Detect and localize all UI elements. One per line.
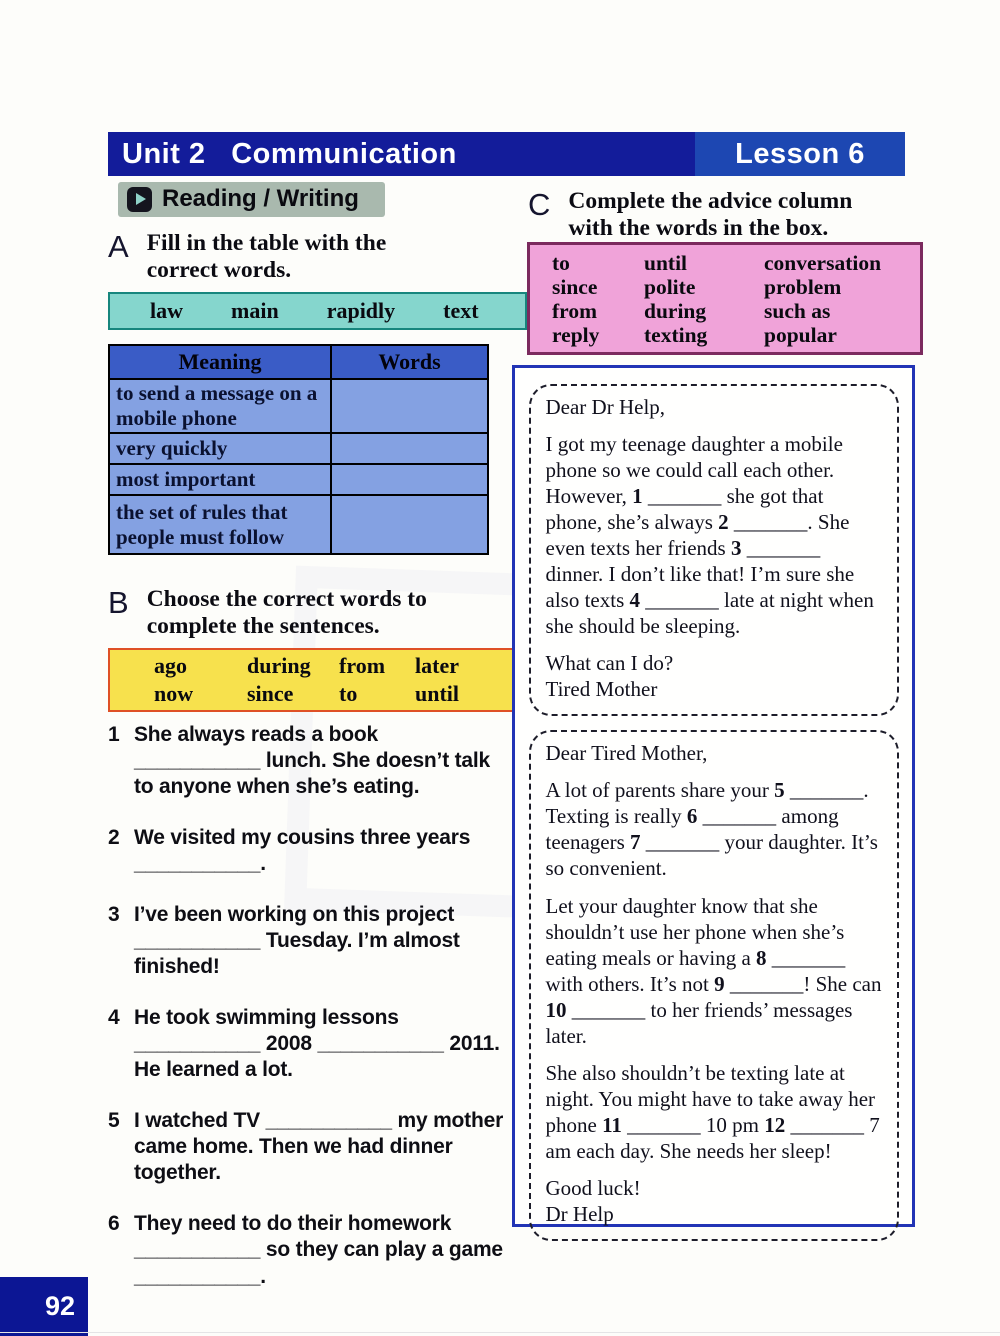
exercise-item — [108, 825, 504, 877]
meaning-words-table — [108, 344, 489, 555]
answer-cell[interactable] — [331, 433, 488, 464]
word-box-row — [154, 653, 529, 679]
section-a-letter: A — [108, 229, 129, 264]
play-icon — [127, 187, 152, 212]
item-sentence[interactable]: I watched TV ___________ my mother came home. Then we had dinner together. — [134, 1109, 504, 1185]
section-b-word-box — [108, 648, 531, 712]
word-option: to — [339, 681, 358, 706]
item-sentence[interactable]: I’ve been working on this project ___________ Tuesday. I’m almost finished! — [134, 903, 460, 979]
word-option: text — [443, 298, 479, 323]
meaning-cell: very quickly — [109, 433, 331, 464]
section-a-header — [108, 230, 438, 284]
letter-paragraph[interactable]: Let your daughter know that she shouldn’t use her phone when she’s eating meals or having a 8 _______ with others. It’s not 9 _______! She can 10 _______ to her friends’ messages later. — [545, 893, 882, 1048]
section-a-heading: Fill in the table with the correct words. — [146, 230, 387, 284]
reading-writing-badge — [118, 182, 385, 217]
exercise-item — [108, 902, 504, 980]
item-sentence[interactable]: She always reads a book ___________ lunch. She doesn’t talk to anyone when she’s eating. — [134, 723, 491, 799]
section-b-letter: B — [108, 585, 129, 620]
item-number: 2 — [108, 826, 120, 850]
section-c-heading: Complete the advice column with the words in the box. — [568, 188, 853, 242]
word-option: until — [415, 681, 460, 706]
word-option: polite — [644, 274, 696, 299]
word-option: rapidly — [326, 298, 396, 323]
word-option: now — [154, 681, 194, 706]
word-option: later — [415, 653, 459, 678]
table-row — [109, 433, 488, 464]
unit-header-bar — [108, 132, 905, 176]
letter-closing: What can I do? Tired Mother — [545, 651, 674, 702]
lesson-badge: Lesson 6 — [695, 132, 905, 176]
advice-column-panel — [512, 365, 915, 1227]
letter-paragraph[interactable]: A lot of parents share your 5 _______. Texting is really 6 _______ among teenagers 7 _______ your daughter. It’s so convenient. — [545, 778, 878, 881]
word-box-row — [154, 681, 529, 707]
section-b-header — [108, 586, 500, 640]
item-number: 3 — [108, 903, 120, 927]
table-header-row — [109, 345, 488, 379]
item-number: 1 — [108, 723, 120, 746]
word-option: during — [247, 653, 311, 678]
column-header-words: Words — [331, 345, 488, 379]
exercise-item — [108, 1005, 504, 1083]
exercise-item — [108, 1211, 504, 1289]
word-option: until — [644, 250, 688, 275]
page-number: 92 — [44, 1291, 75, 1321]
word-box-column — [644, 251, 764, 347]
meaning-cell: the set of rules that people must follow — [109, 495, 331, 554]
section-c-letter: C — [528, 187, 551, 222]
page-number-block — [0, 1277, 88, 1336]
word-option: law — [150, 298, 183, 323]
word-option: from — [339, 653, 386, 678]
bottom-rule — [0, 1332, 1000, 1333]
item-number: 4 — [108, 1006, 120, 1030]
letter-from-dr-help — [529, 730, 899, 1241]
word-option: conversation — [764, 250, 882, 275]
word-box-column — [552, 251, 644, 347]
word-option: such as — [764, 298, 831, 323]
word-option: texting — [644, 322, 708, 347]
item-number: 5 — [108, 1109, 120, 1133]
word-option: popular — [764, 322, 837, 347]
meaning-cell: most important — [109, 464, 331, 495]
letter-paragraph[interactable]: She also shouldn’t be texting late at night. You might have to take away her phone 11 _______ 10 pm 12 _______ 7 am each day. She needs her sleep! — [545, 1060, 880, 1163]
word-option: problem — [764, 274, 842, 299]
word-option: to — [552, 250, 570, 275]
table-row — [109, 379, 488, 433]
word-option: reply — [552, 322, 600, 347]
answer-cell[interactable] — [331, 464, 488, 495]
table-row — [109, 495, 488, 554]
word-option: since — [552, 274, 598, 299]
item-number: 6 — [108, 1212, 120, 1236]
column-header-meaning: Meaning — [109, 345, 331, 379]
letter-to-dr-help — [529, 384, 899, 716]
reading-writing-label: Reading / Writing — [162, 185, 359, 212]
word-option: main — [231, 298, 279, 323]
item-sentence[interactable]: He took swimming lessons ___________ 2008 ___________ 2011. He learned a lot. — [134, 1006, 500, 1082]
word-option: since — [247, 681, 294, 706]
letter-salutation: Dear Dr Help, — [545, 395, 666, 419]
answer-cell[interactable] — [331, 379, 488, 433]
unit-title: Unit 2 Communication — [122, 137, 457, 170]
word-option: during — [644, 298, 707, 323]
word-option: from — [552, 298, 597, 323]
section-b-exercise-list — [108, 722, 504, 1290]
table-row — [109, 464, 488, 495]
meaning-cell: to send a message on a mobile phone — [109, 379, 331, 433]
section-c-word-box — [527, 242, 923, 355]
letter-paragraph[interactable]: I got my teenage daughter a mobile phone so we could call each other. However, 1 _______ she got that phone, she’s always 2 _______. She even texts her friends 3 _______ dinner. I don’t like that! I’m sure she also texts 4 _______ late at night when she should be sleeping. — [545, 432, 874, 639]
word-option: ago — [154, 653, 187, 678]
section-a-word-box — [108, 292, 527, 330]
answer-cell[interactable] — [331, 495, 488, 554]
exercise-item — [108, 722, 504, 800]
item-sentence[interactable]: They need to do their homework ___________ so they can play a game ___________. — [134, 1212, 503, 1288]
exercise-item — [108, 1108, 504, 1186]
section-b-heading: Choose the correct words to complete the sentences. — [146, 586, 427, 640]
word-box-column — [764, 251, 894, 347]
section-c-header — [528, 188, 908, 242]
letter-closing: Good luck! Dr Help — [545, 1175, 641, 1226]
letter-salutation: Dear Tired Mother, — [545, 741, 708, 766]
item-sentence[interactable]: We visited my cousins three years ___________. — [134, 826, 471, 876]
